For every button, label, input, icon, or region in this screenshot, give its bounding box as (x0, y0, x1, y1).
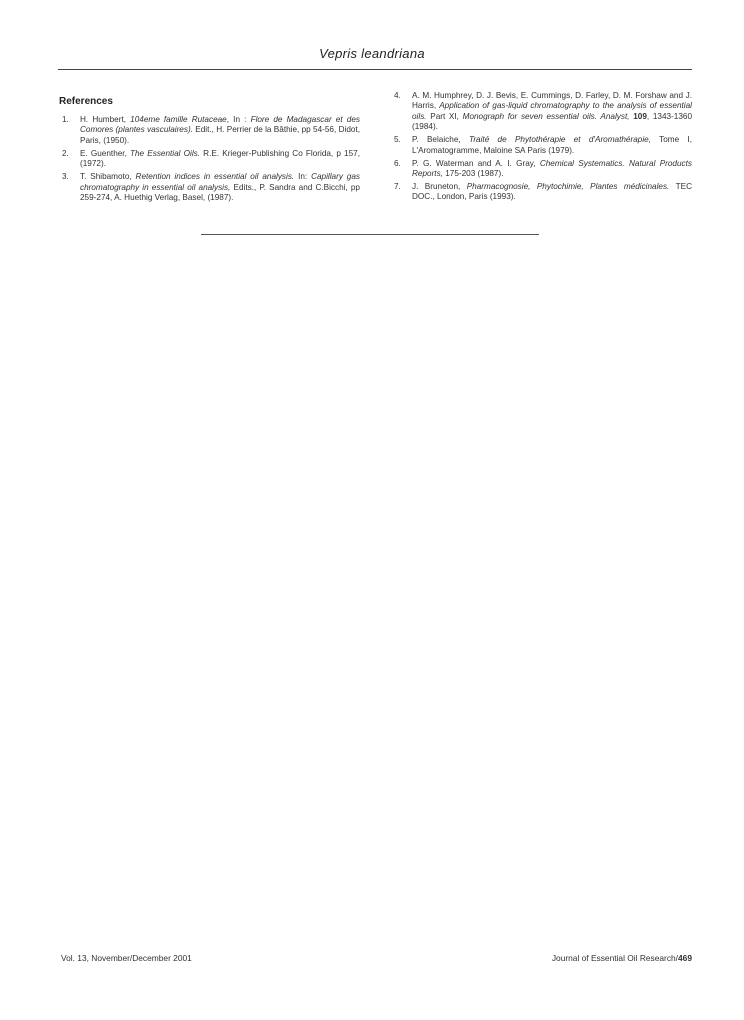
reference-text-segment: Retention indices in essential oil analysis. (135, 172, 295, 182)
reference-text-segment: J. Bruneton, (412, 182, 467, 192)
reference-text-segment: P. G. Waterman and A. I. Gray, (412, 158, 540, 168)
footer-journal-name: Journal of Essential Oil Research/ (551, 953, 679, 963)
reference-text-segment: The Essential Oils. (130, 148, 201, 158)
reference-text-segment: P. Belaiche, (412, 135, 469, 145)
references-heading: References (59, 96, 113, 107)
footer-volume: Vol. 13, November/December 2001 (61, 953, 192, 963)
reference-text-segment: Edits., P. Sandra and C.Bicchi, pp 259-274, A. Huethig Verlag, Basel, (1987). (80, 182, 360, 203)
references-list-left (62, 115, 360, 206)
reference-text-segment: In: (294, 172, 312, 182)
reference-item (394, 159, 692, 180)
reference-text-segment: TEC DOC., London, Paris (1993). (412, 182, 692, 202)
reference-number: 3. (62, 172, 69, 182)
reference-text-segment: Edit., H. Perrier de la Bâthie, pp 54-56, Didot, Paris, (1950). (80, 125, 360, 145)
references-list-right (394, 91, 692, 205)
reference-text-segment: Flore de Madagascar et des Comores (plantes vasculaires). (80, 115, 360, 135)
reference-text-segment: Chemical Systematics. Natural Products Reports, (412, 158, 693, 179)
page-number: 469 (678, 953, 692, 963)
reference-item (62, 115, 360, 146)
reference-item (62, 172, 360, 203)
reference-text-segment: Part XI, (426, 111, 463, 121)
reference-text-segment: Application of gas-liquid chromatography to the analysis of essential oils. (412, 101, 692, 121)
reference-text-segment: Monograph for seven essential oils. Analyst, (462, 111, 630, 121)
header-rule (58, 69, 692, 70)
reference-text-segment: 175-203 (1987). (442, 169, 504, 179)
reference-text (80, 172, 360, 202)
reference-number: 5. (394, 135, 401, 145)
reference-text-segment: Tome I, L'Aromatogramme, Maloine SA Paris (1979). (412, 135, 692, 155)
reference-number: 2. (62, 148, 69, 158)
reference-number: 4. (394, 91, 401, 100)
reference-item (394, 182, 692, 203)
reference-text-segment: , In : (226, 115, 251, 124)
reference-number: 6. (394, 158, 401, 168)
reference-text (412, 135, 692, 154)
reference-item (62, 149, 360, 170)
reference-text-segment: T. Shibamoto, (80, 172, 136, 182)
footer-journal (552, 953, 692, 963)
reference-text-segment: H. Humbert, (80, 115, 131, 124)
reference-text-segment: 104eme famille Rutaceae (130, 115, 227, 124)
reference-text (412, 91, 692, 131)
article-end-rule (201, 234, 539, 235)
reference-item (394, 91, 692, 133)
reference-text-segment: E. Guenther, (80, 148, 130, 158)
reference-number: 1. (62, 115, 69, 124)
reference-text-segment: Traité de Phytothérapie et d'Aromathérapie, (468, 135, 651, 145)
running-head: Vepris leandriana (319, 46, 425, 61)
reference-text-segment: Capillary gas chromatography in essential oil analysis, (80, 172, 360, 192)
reference-text-segment: 109 (633, 111, 647, 121)
reference-text-segment: , 1343-1360 (1984). (412, 111, 692, 132)
reference-item (394, 135, 692, 156)
reference-text-segment: A. M. Humphrey, D. J. Bevis, E. Cummings, D. Farley, D. M. Forshaw and J. Harris, (412, 91, 692, 111)
reference-text (80, 149, 360, 168)
reference-text (80, 115, 360, 145)
reference-text-segment: R.E. Krieger-Publishing Co Florida, p 157, (1972). (80, 148, 360, 169)
reference-number: 7. (394, 182, 401, 192)
reference-text (412, 182, 692, 201)
reference-text (412, 159, 692, 178)
reference-text-segment: Pharmacognosie, Phytochimie, Plantes médicinales. (466, 182, 670, 192)
